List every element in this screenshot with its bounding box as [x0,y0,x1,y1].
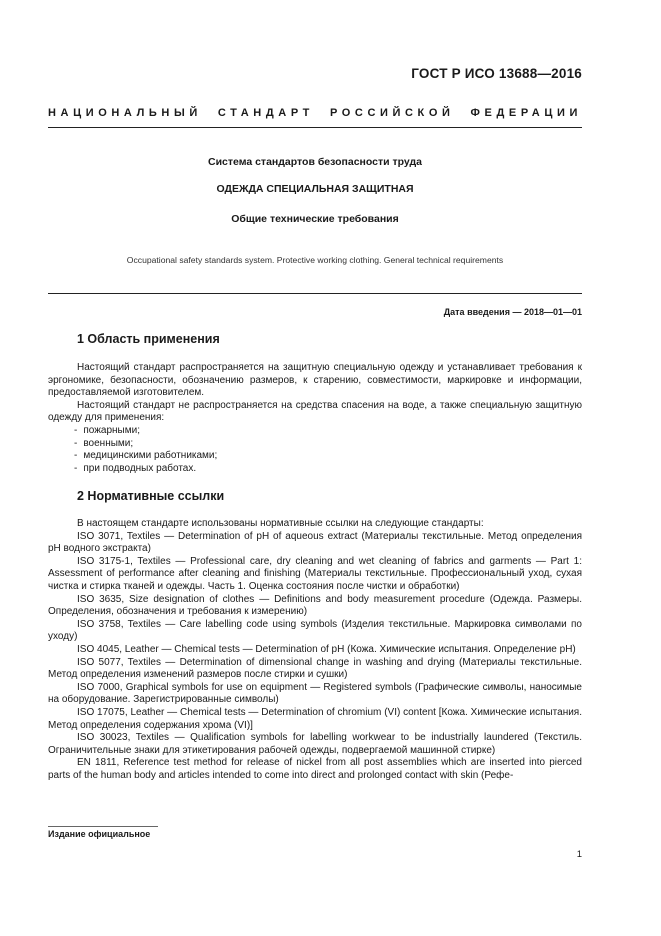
reference-item: ISO 3175-1, Textiles — Professional care, dry cleaning and wet cleaning of fabrics and garments — Part 1: Assessment of performance after cleaning and finishing (Материалы текстильные. Профессиональный уход, сухая чистка и стирка тканей и одежды. Часть 1. Оценка состояния после чистки и обработки) [48,555,582,592]
section-2-body [48,518,582,782]
reference-item: ISO 5077, Textiles — Determination of dimensional change in washing and drying (Материалы текстильные. Метод определения изменений размеров после стирки и сушки) [48,656,582,681]
english-title: Occupational safety standards system. Protective working clothing. General technical requirements [126,255,504,265]
scope-list-item: - при подводных работах. [48,463,582,476]
refs-intro: В настоящем стандарте использованы нормативные ссылки на следующие стандарты: [77,518,484,529]
introduction-date: Дата введения — 2018—01—01 [443,307,582,317]
reference-item: ISO 7000, Graphical symbols for use on equipment — Registered symbols (Графические символы, наносимые на оборудование. Зарегистрированные символы) [48,681,582,706]
page-number: 1 [576,849,582,860]
reference-item: EN 1811, Reference test method for release of nickel from all post assemblies which are inserted into pierced parts of the human body and articles intended to come into direct and prolonged contact with skin (Рефе- [48,757,582,781]
scope-list-item: - пожарными; [48,425,582,438]
document-subtitle: Общие технические требования [231,213,399,225]
reference-item: ISO 3635, Size designation of clothes — Definitions and body measurement procedure (Одежда. Размеры. Определения, обозначения и требования к измерению) [48,593,582,618]
section-1-body [48,362,582,475]
title-rule [48,293,582,294]
footer-rule [48,826,158,827]
standard-series: Система стандартов безопасности труда [207,156,423,168]
scope-list-item: - медицинскими работниками; [48,450,582,463]
document-title: ОДЕЖДА СПЕЦИАЛЬНАЯ ЗАЩИТНАЯ [216,183,414,195]
scope-paragraph-2: Настоящий стандарт не распространяется на средства спасения на воде, а также специальную защитную одежду для применения: [48,399,582,424]
section-1-heading: 1 Область применения [77,332,220,346]
scope-paragraph-1: Настоящий стандарт распространяется на защитную специальную одежду и устанавливает требования к эргономике, безопасности, обозначению размеров, к старению, совместимости, маркировке и информации, предоставляемой изготовителем. [48,362,582,399]
header-rule [48,127,582,128]
reference-item: ISO 4045, Leather — Chemical tests — Determination of pH (Кожа. Химические испытания. Определение pH) [77,643,576,655]
reference-item: ISO 30023, Textiles — Qualification symbols for labelling workwear to be industrially laundered (Текстиль. Ограничительные знаки для этикетирования рабочей одежды, подвергаемой машинной стирке) [48,732,582,756]
section-2-heading: 2 Нормативные ссылки [77,489,225,503]
official-edition-note: Издание официальное [48,829,151,839]
reference-item: ISO 3758, Textiles — Care labelling code using symbols (Изделия текстильные. Маркировка символами по уходу) [48,618,582,643]
reference-item: ISO 17075, Leather — Chemical tests — Determination of chromium (VI) content [Кожа. Химические испытания. Метод определения содержания хрома (VI)] [48,706,582,731]
reference-item: ISO 3071, Textiles — Determination of pH of aqueous extract (Материалы текстильные. Метод определения pH водного экстракта) [48,530,582,555]
gost-code: ГОСТ Р ИСО 13688—2016 [411,66,582,81]
national-standard-banner: НАЦИОНАЛЬНЫЙ СТАНДАРТ РОССИЙСКОЙ ФЕДЕРАЦИИ [48,107,582,119]
scope-list-item: - военными; [48,438,582,451]
